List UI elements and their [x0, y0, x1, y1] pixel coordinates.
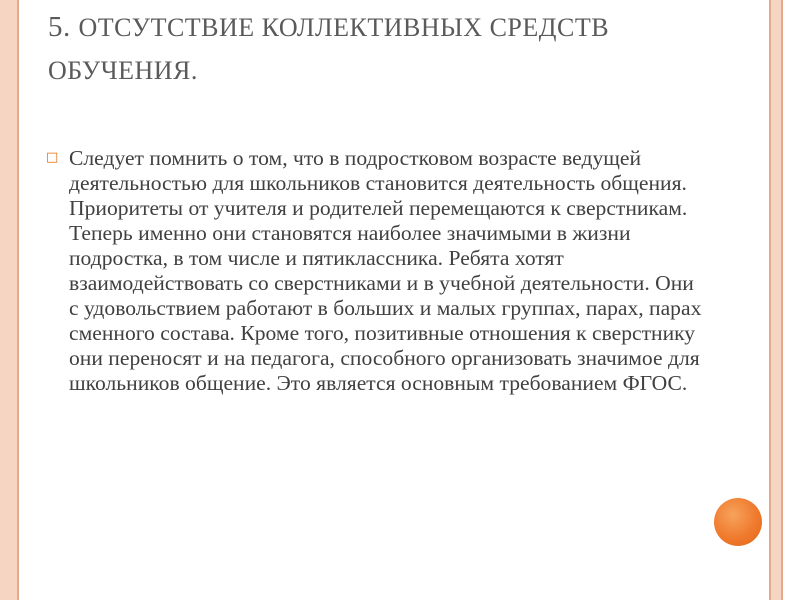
- left-border-line: [17, 0, 19, 600]
- right-border-band: [771, 0, 781, 600]
- bullet-text: Следует помнить о том, что в подростковом возрасте ведущей деятельностью для школьников становится деятельность общения. Приоритеты от учителя и родителей перемещаются к сверстникам. Теперь именно они становятся наиболее значимыми в жизни подростка, в том числе и пятиклассника. Ребята хотят взаимодействовать со сверстниками и в учебной деятельности. Они с удовольствием работают в больших и малых группах, парах, парах сменного состава. Кроме того, позитивные отношения к сверстнику они переносят и на педагога, способного организовать значимое для школьников общение. Это является основным требованием ФГОС.: [69, 146, 702, 395]
- slide-title: [48, 6, 748, 92]
- title-text: ОТСУТСТВИЕ КОЛЛЕКТИВНЫХ СРЕДСТВ ОБУЧЕНИЯ.: [48, 13, 610, 85]
- hollow-square-bullet-icon: □: [46, 150, 59, 165]
- left-border-band: [0, 0, 17, 600]
- title-number: 5.: [48, 11, 71, 43]
- bullet-item: [46, 146, 706, 396]
- orange-circle-decoration: [714, 498, 762, 546]
- right-margin: [783, 0, 800, 600]
